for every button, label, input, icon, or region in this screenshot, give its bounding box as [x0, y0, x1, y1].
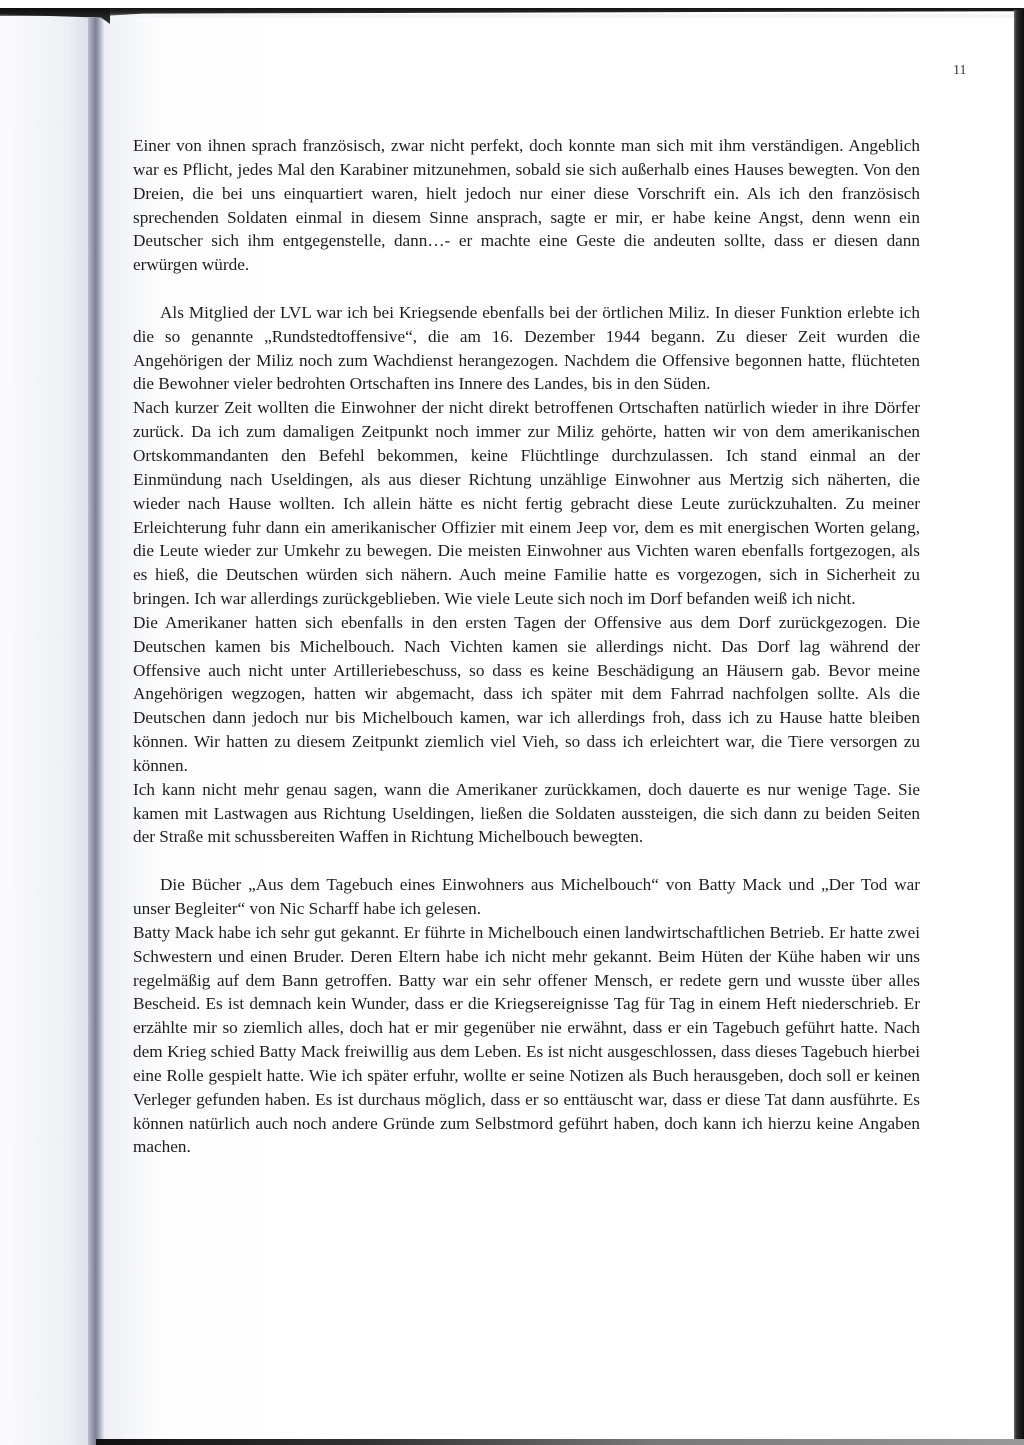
paragraph: Nach kurzer Zeit wollten die Einwohner der nicht direkt betroffenen Ortschaften natürlich wieder in ihre Dörfer zurück. Da ich zum damaligen Zeitpunkt noch immer zur Miliz gehörte, hatten wir von dem amerikanischen Ortskommandanten den Befehl bekommen, keine Flüchtlinge durchzulassen. Ich stand einmal an der Einmündung nach Useldingen, als aus dieser Richtung unzählige Einwohner aus Mertzig sich näherten, die wieder nach Hause wollten. Ich allein hätte es nicht fertig gebracht diese Leute zurückzuhalten. Zu meiner Erleichterung fuhr dann ein amerikanischer Offizier mit einem Jeep vor, dem es mit energischen Worten gelang, die Leute wieder zur Umkehr zu bewegen. Die meisten Einwohner aus Vichten waren ebenfalls fortgezogen, als es hieß, die Deutschen würden sich nähern. Auch meine Familie hatte es vorgezogen, sich in Sicherheit zu bringen. Ich war allerdings zurückgeblieben. Wie viele Leute sich noch im Dorf befanden weiß ich nicht. [133, 398, 920, 609]
scan-background-left [0, 0, 96, 1445]
page-gutter-shadow [88, 18, 104, 1445]
paragraph: Einer von ihnen sprach französisch, zwar nicht perfekt, doch konnte man sich mit ihm verständigen. Angeblich war es Pflicht, jedes Mal den Karabiner mitzunehmen, sobald sie sich außerhalb eines Hauses bewegten. Von den Dreien, die bei uns einquartiert waren, hielt jedoch nur einer diese Vorschrift ein. Als ich den französisch sprechenden Soldaten einmal in diesem Sinne ansprach, sagte er mir, er habe keine Angst, denn wenn ein Deutscher sich ihm entgegenstelle, dann…- er machte eine Geste die andeuten sollte, dass er diesen dann erwürgen würde. [133, 136, 920, 275]
page-number: 11 [953, 63, 967, 78]
paragraph: Als Mitglied der LVL war ich bei Kriegsende ebenfalls bei der örtlichen Miliz. In dieser Funktion erlebte ich die so genannte „Rundstedtoffensive“, die am 16. Dezember 1944 begann. Zu dieser Zeit wurden die Angehörigen der Miliz noch zum Wachdienst herangezogen. Nachdem die Offensive begonnen hatte, flüchteten die Bewohner vieler bedrohten Ortschaften ins Innere des Landes, bis in den Süden. [133, 302, 920, 394]
paragraph: Ich kann nicht mehr genau sagen, wann die Amerikaner zurückkamen, doch dauerte es nur wenige Tage. Sie kamen mit Lastwagen aus Richtung Useldingen, ließen die Soldaten aussteigen, die sich dann zu beiden Seiten der Straße mit schussbereiten Waffen in Richtung Michelbouch bewegten. [133, 779, 920, 847]
paragraph: Batty Mack habe ich sehr gut gekannt. Er führte in Michelbouch einen landwirtschaftlichen Betrieb. Er hatte zwei Schwestern und einen Bruder. Deren Eltern habe ich nicht mehr gekannt. Beim Hüten der Kühe haben wir uns regelmäßig auf dem Bann getroffen. Batty war ein sehr offener Mensch, er redete gern und wusste über alles Bescheid. Es ist demnach kein Wunder, dass er die Kriegsereignisse Tag für Tag in einem Heft niederschrieb. Er erzählte mir so ziemlich alles, doch hat er mir gegenüber nie erwähnt, dass er ein Tagebuch geführt hatte. Nach dem Krieg schied Batty Mack freiwillig aus dem Leben. Es ist nicht ausgeschlossen, dass dieses Tagebuch hierbei eine Rolle gespielt hatte. Wie ich später erfuhr, wollte er seine Notizen als Buch herausgeben, doch soll er keinen Verleger gefunden haben. Es ist durchaus möglich, dass er so enttäuscht war, dass er diese Tat dann ausführte. Es können natürlich auch noch andere Gründe zum Selbstmord geführt haben, doch kann ich hierzu keine Angaben machen. [133, 922, 920, 1157]
paragraph: Die Amerikaner hatten sich ebenfalls in den ersten Tagen der Offensive aus dem Dorf zurückgezogen. Die Deutschen kamen bis Michelbouch. Nach Vichten kamen sie allerdings nicht. Das Dorf lag während der Offensive auch nicht unter Artilleriebeschuss, so dass es keine Beschädigung an Häusern gab. Bevor meine Angehörigen wegzogen, hatten wir abgemacht, dass ich später mit dem Fahrrad nachfolgen sollte. Als die Deutschen dann jedoch nur bis Michelbouch kamen, war ich allerdings froh, dass ich zu Hause hatte bleiben können. Wir hatten zu diesem Zeitpunkt ziemlich viel Vieh, so dass ich erleichtert war, die Tiere versorgen zu können. [133, 612, 920, 775]
body-text [133, 134, 920, 1159]
paragraph: Die Bücher „Aus dem Tagebuch eines Einwohners aus Michelbouch“ von Batty Mack und „Der Tod war unser Begleiter“ von Nic Scharff habe ich gelesen. [133, 875, 920, 918]
page-bottom-edge [96, 1439, 1024, 1445]
page-right-edge [1014, 10, 1024, 1445]
